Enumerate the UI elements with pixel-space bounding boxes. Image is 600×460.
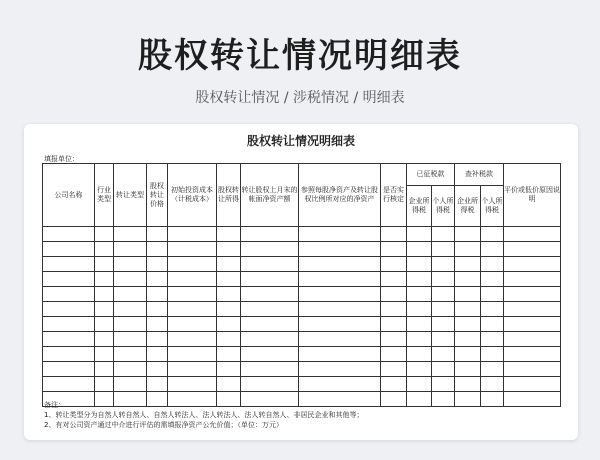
table-cell[interactable] — [455, 287, 481, 302]
table-cell[interactable] — [481, 332, 504, 347]
table-cell[interactable] — [147, 332, 168, 347]
table-cell[interactable] — [168, 287, 217, 302]
table-cell[interactable] — [407, 242, 432, 257]
table-cell[interactable] — [481, 377, 504, 392]
table-cell[interactable] — [455, 332, 481, 347]
table-cell[interactable] — [432, 242, 455, 257]
table-cell[interactable] — [381, 302, 407, 317]
table-cell[interactable] — [504, 227, 561, 242]
document-sheet — [24, 124, 578, 440]
table-row — [43, 242, 561, 257]
table-cell[interactable] — [407, 347, 432, 362]
table-cell[interactable] — [168, 317, 217, 332]
table-cell[interactable] — [481, 317, 504, 332]
table-cell[interactable] — [43, 347, 95, 362]
table-cell[interactable] — [217, 317, 241, 332]
table-cell[interactable] — [407, 362, 432, 377]
table-cell[interactable] — [455, 302, 481, 317]
table-cell[interactable] — [432, 272, 455, 287]
col-initial-cost: 初始投资成本（计税成本） — [168, 164, 217, 227]
table-cell[interactable] — [455, 392, 481, 407]
table-cell[interactable] — [407, 377, 432, 392]
table-cell[interactable] — [381, 377, 407, 392]
table-cell[interactable] — [299, 227, 381, 242]
table-cell[interactable] — [114, 257, 147, 272]
table-cell[interactable] — [299, 257, 381, 272]
table-cell[interactable] — [43, 377, 95, 392]
table-cell[interactable] — [432, 302, 455, 317]
table-cell[interactable] — [299, 317, 381, 332]
table-row — [43, 227, 561, 242]
table-cell[interactable] — [455, 257, 481, 272]
table-cell[interactable] — [241, 257, 299, 272]
notes — [44, 400, 363, 430]
table-row — [43, 257, 561, 272]
col-tax-makeup: 查补税款 — [455, 164, 504, 186]
table-cell[interactable] — [455, 227, 481, 242]
table-cell[interactable] — [381, 362, 407, 377]
table-cell[interactable] — [504, 362, 561, 377]
table-cell[interactable] — [147, 242, 168, 257]
table-cell[interactable] — [43, 242, 95, 257]
table-cell[interactable] — [241, 242, 299, 257]
table-cell[interactable] — [114, 347, 147, 362]
table-cell[interactable] — [114, 332, 147, 347]
table-cell[interactable] — [95, 377, 114, 392]
table-cell[interactable] — [168, 272, 217, 287]
table-cell[interactable] — [114, 287, 147, 302]
table-cell[interactable] — [114, 317, 147, 332]
table-cell[interactable] — [504, 332, 561, 347]
table-row — [43, 362, 561, 377]
table-cell[interactable] — [481, 257, 504, 272]
table-cell[interactable] — [407, 272, 432, 287]
table-row — [43, 317, 561, 332]
table-cell[interactable] — [455, 347, 481, 362]
table-cell[interactable] — [95, 272, 114, 287]
notes-heading: 备注： — [44, 401, 65, 409]
table-cell[interactable] — [481, 302, 504, 317]
table-row — [43, 302, 561, 317]
table-cell[interactable] — [381, 332, 407, 347]
table-cell[interactable] — [504, 317, 561, 332]
col-verified: 是否实行核定 — [381, 164, 407, 227]
table-cell[interactable] — [241, 332, 299, 347]
table-cell[interactable] — [299, 377, 381, 392]
table-cell[interactable] — [168, 377, 217, 392]
table-cell[interactable] — [504, 302, 561, 317]
table-cell[interactable] — [217, 272, 241, 287]
table-cell[interactable] — [299, 347, 381, 362]
table-cell[interactable] — [217, 242, 241, 257]
table-cell[interactable] — [147, 377, 168, 392]
table-cell[interactable] — [95, 317, 114, 332]
table-cell[interactable] — [432, 347, 455, 362]
detail-table — [42, 163, 561, 407]
col-makeup-corp-tax: 企业所得税 — [455, 186, 481, 227]
table-cell[interactable] — [114, 377, 147, 392]
table-cell[interactable] — [241, 347, 299, 362]
table-cell[interactable] — [168, 242, 217, 257]
table-cell[interactable] — [504, 377, 561, 392]
col-book-net-assets: 转让股权上月末的帐面净资产额 — [241, 164, 299, 227]
table-cell[interactable] — [504, 287, 561, 302]
table-cell[interactable] — [95, 227, 114, 242]
sheet-title: 股权转让情况明细表 — [246, 134, 355, 148]
table-cell[interactable] — [147, 227, 168, 242]
table-cell[interactable] — [147, 272, 168, 287]
table-cell[interactable] — [43, 302, 95, 317]
table-cell[interactable] — [455, 272, 481, 287]
table-row — [43, 377, 561, 392]
table-cell[interactable] — [168, 227, 217, 242]
table-cell[interactable] — [381, 227, 407, 242]
table-cell[interactable] — [481, 347, 504, 362]
table-cell[interactable] — [299, 362, 381, 377]
table-cell[interactable] — [407, 257, 432, 272]
table-cell[interactable] — [432, 392, 455, 407]
table-cell[interactable] — [217, 257, 241, 272]
table-cell[interactable] — [504, 242, 561, 257]
table-cell[interactable] — [217, 362, 241, 377]
table-cell[interactable] — [95, 347, 114, 362]
table-cell[interactable] — [299, 302, 381, 317]
table-cell[interactable] — [432, 257, 455, 272]
table-cell[interactable] — [217, 287, 241, 302]
table-cell[interactable] — [95, 302, 114, 317]
table-cell[interactable] — [147, 287, 168, 302]
table-cell[interactable] — [168, 257, 217, 272]
table-cell[interactable] — [407, 392, 432, 407]
table-cell[interactable] — [43, 332, 95, 347]
table-cell[interactable] — [168, 302, 217, 317]
fill-unit-label: 填报单位： — [44, 155, 79, 163]
table-cell[interactable] — [504, 272, 561, 287]
table-cell[interactable] — [455, 377, 481, 392]
table-cell[interactable] — [241, 317, 299, 332]
table-cell[interactable] — [504, 392, 561, 407]
table-cell[interactable] — [168, 362, 217, 377]
table-cell[interactable] — [95, 242, 114, 257]
col-paid-corp-tax: 企业所得税 — [407, 186, 432, 227]
table-cell[interactable] — [407, 287, 432, 302]
table-cell[interactable] — [241, 362, 299, 377]
table-cell[interactable] — [241, 377, 299, 392]
table-cell[interactable] — [455, 317, 481, 332]
col-share-net-assets: 参照每股净资产及转让股权比例所对应的净资产 — [299, 164, 381, 227]
table-cell[interactable] — [432, 362, 455, 377]
table-cell[interactable] — [407, 302, 432, 317]
table-cell[interactable] — [168, 347, 217, 362]
table-cell[interactable] — [147, 347, 168, 362]
table-cell[interactable] — [299, 332, 381, 347]
table-cell[interactable] — [381, 272, 407, 287]
table-row — [43, 347, 561, 362]
col-makeup-personal-tax: 个人所得税 — [481, 186, 504, 227]
table-cell[interactable] — [43, 227, 95, 242]
table-cell[interactable] — [241, 272, 299, 287]
table-cell[interactable] — [455, 242, 481, 257]
table-cell[interactable] — [114, 227, 147, 242]
table-cell[interactable] — [95, 287, 114, 302]
table-row — [43, 332, 561, 347]
table-cell[interactable] — [147, 302, 168, 317]
table-cell[interactable] — [114, 302, 147, 317]
table-cell[interactable] — [481, 272, 504, 287]
table-cell[interactable] — [381, 317, 407, 332]
table-cell[interactable] — [43, 362, 95, 377]
table-cell[interactable] — [432, 317, 455, 332]
table-cell[interactable] — [168, 332, 217, 347]
table-cell[interactable] — [432, 227, 455, 242]
col-industry-type: 行业类型 — [95, 164, 114, 227]
table-cell[interactable] — [217, 347, 241, 362]
table-cell[interactable] — [455, 362, 481, 377]
note-item-2: 2、有对公司资产通过中介进行评估的需填报净资产公允价值；（单位：万元） — [44, 421, 283, 429]
col-transfer-price: 股权转让价格 — [147, 164, 168, 227]
table-cell[interactable] — [407, 332, 432, 347]
table-cell[interactable] — [241, 227, 299, 242]
table-cell[interactable] — [381, 347, 407, 362]
table-cell[interactable] — [432, 332, 455, 347]
table-cell[interactable] — [241, 302, 299, 317]
table-cell[interactable] — [481, 362, 504, 377]
table-cell[interactable] — [432, 287, 455, 302]
table-cell[interactable] — [381, 287, 407, 302]
table-cell[interactable] — [147, 257, 168, 272]
table-cell[interactable] — [114, 242, 147, 257]
table-cell[interactable] — [95, 362, 114, 377]
table-row — [43, 287, 561, 302]
col-company-name: 公司名称 — [43, 164, 95, 227]
table-cell[interactable] — [299, 242, 381, 257]
table-cell[interactable] — [481, 392, 504, 407]
table-cell[interactable] — [299, 272, 381, 287]
table-cell[interactable] — [381, 257, 407, 272]
table-cell[interactable] — [43, 317, 95, 332]
table-cell[interactable] — [299, 287, 381, 302]
table-cell[interactable] — [407, 317, 432, 332]
table-cell[interactable] — [217, 332, 241, 347]
table-cell[interactable] — [432, 377, 455, 392]
col-transfer-income: 股权转让所得 — [217, 164, 241, 227]
table-cell[interactable] — [147, 317, 168, 332]
table-cell[interactable] — [381, 242, 407, 257]
table-cell[interactable] — [504, 257, 561, 272]
table-body — [43, 227, 561, 407]
table-cell[interactable] — [43, 287, 95, 302]
table-cell[interactable] — [504, 347, 561, 362]
table-cell[interactable] — [481, 287, 504, 302]
table-cell[interactable] — [43, 272, 95, 287]
page-subtitle: 股权转让情况 / 涉税情况 / 明细表 — [195, 90, 405, 106]
table-cell[interactable] — [381, 392, 407, 407]
table-cell[interactable] — [407, 227, 432, 242]
table-cell[interactable] — [217, 377, 241, 392]
col-transfer-type: 转让类型 — [114, 164, 147, 227]
page-title: 股权转让情况明细表 — [138, 36, 462, 76]
col-tax-paid: 已征税款 — [407, 164, 455, 186]
col-fair-price-note: 平价或低价原因说明 — [504, 164, 561, 227]
table-cell[interactable] — [147, 362, 168, 377]
table-cell[interactable] — [217, 227, 241, 242]
col-paid-personal-tax: 个人所得税 — [432, 186, 455, 227]
table-cell[interactable] — [114, 362, 147, 377]
table-cell[interactable] — [241, 287, 299, 302]
note-item-1: 1、转让类型分为自然人转自然人、自然人转法人、法人转法人、法人转自然人、非居民企业和其他等； — [44, 411, 364, 419]
table-cell[interactable] — [95, 257, 114, 272]
table-cell[interactable] — [114, 272, 147, 287]
table-cell[interactable] — [481, 227, 504, 242]
table-cell[interactable] — [481, 242, 504, 257]
table-row — [43, 272, 561, 287]
table-cell[interactable] — [43, 257, 95, 272]
table-cell[interactable] — [217, 302, 241, 317]
table-cell[interactable] — [95, 332, 114, 347]
